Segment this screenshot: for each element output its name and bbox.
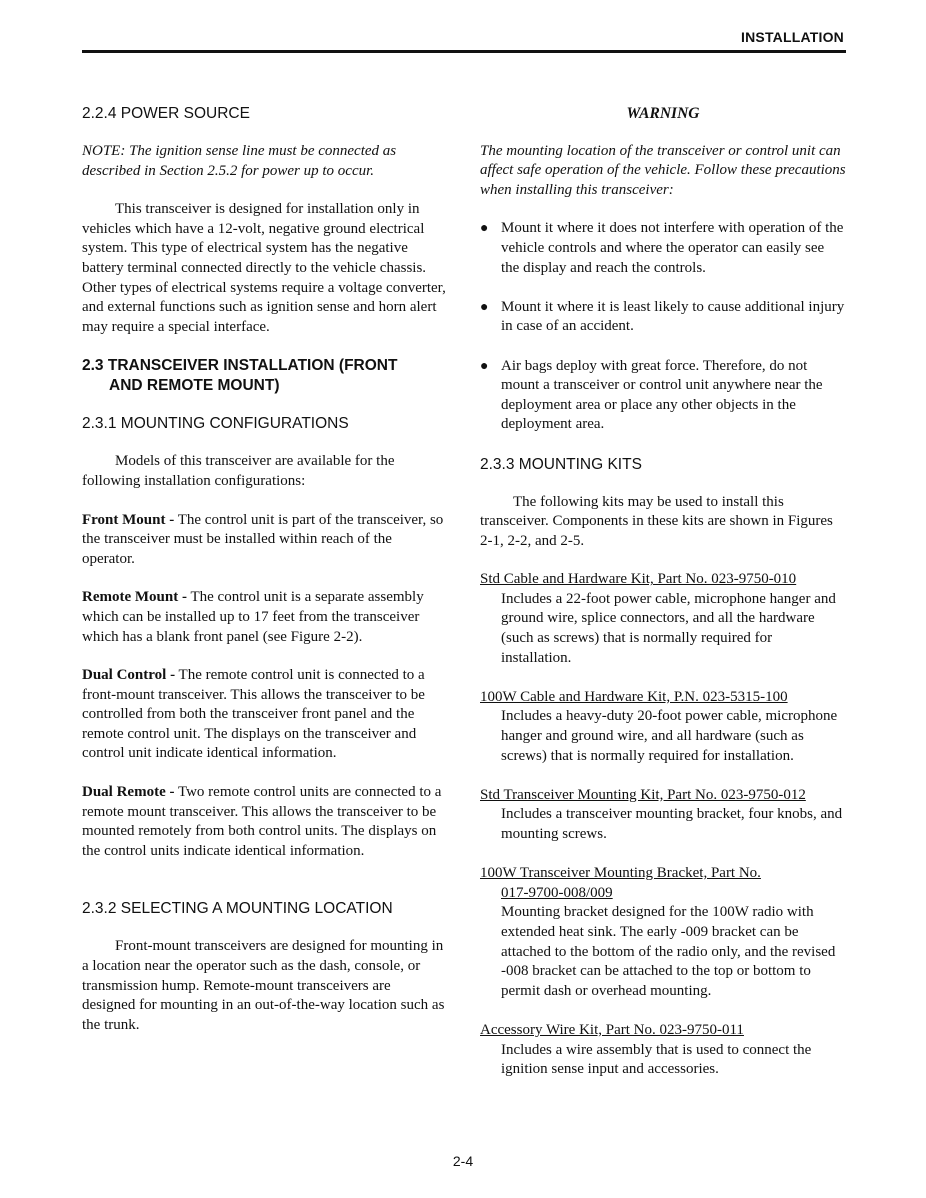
- mounting-kits-heading: 2.3.3 MOUNTING KITS: [480, 455, 642, 473]
- kit-description: Includes a 22-foot power cable, microphone hanger and ground wire, splice connectors, and all the hardware (such as screws) that is normally required for installation.: [501, 590, 836, 666]
- kit-title: 100W Transceiver Mounting Bracket, Part No.: [480, 865, 761, 882]
- mounting-kits-intro: The following kits may be used to install this transceiver. Components in these kits are shown in Figures 2-1, 2-2, and 2-5.: [480, 493, 833, 549]
- right-column: [480, 104, 846, 1099]
- warning-text: The mounting location of the transceiver or control unit can affect safe operation of the vehicle. Follow these precautions when installing this transceiver:: [480, 142, 846, 198]
- page-number: 2-4: [452, 1153, 474, 1169]
- kit-100w-cable: [480, 688, 846, 766]
- list-item: ● Air bags deploy with great force. Therefore, do not mount a transceiver or control unit anywhere near the deployment area or place any other objects in the deployment area.: [480, 357, 823, 433]
- left-column: [82, 104, 446, 1054]
- mounting-configurations-heading: 2.3.1 MOUNTING CONFIGURATIONS: [82, 415, 349, 433]
- mounting-location-heading: 2.3.2 SELECTING A MOUNTING LOCATION: [82, 900, 393, 918]
- front-mount-paragraph: [82, 511, 446, 570]
- list-item: ● Mount it where it is least likely to cause additional injury in case of an accident.: [480, 298, 845, 335]
- kit-std-cable: [480, 570, 846, 668]
- bullet-icon: ●: [480, 221, 489, 237]
- kit-title: 100W Cable and Hardware Kit, P.N. 023-5315-100: [480, 688, 788, 705]
- dual-remote-term: Dual Remote -: [82, 784, 175, 801]
- warning-title: WARNING: [626, 105, 700, 122]
- kit-description: Includes a wire assembly that is used to connect the ignition sense input and accessories.: [501, 1041, 812, 1078]
- kit-title: Accessory Wire Kit, Part No. 023-9750-011: [480, 1021, 744, 1038]
- kit-accessory-wire: [480, 1021, 846, 1080]
- bullet-icon: ●: [480, 299, 489, 315]
- kit-description: Mounting bracket designed for the 100W radio with extended heat sink. The early -009 bracket can be attached to the bottom of the radio only, and the revised -008 bracket can be attached to the top or bottom to permit dash or overhead mounting.: [501, 904, 836, 999]
- bullet-icon: ●: [480, 358, 489, 374]
- remote-mount-text: The control unit is a separate assembly which can be installed up to 17 feet from the transceiver which has a blank front panel (see Figure 2-2).: [82, 589, 424, 645]
- front-mount-term: Front Mount -: [82, 511, 175, 528]
- mounting-location-paragraph: Front-mount transceivers are designed for mounting in a location near the operator such as the dash, console, or transmission hump. Remote-mount transceivers are designed for mounting in an out-of-the-way location such as the trunk.: [82, 938, 445, 1033]
- power-source-heading: 2.2.4 POWER SOURCE: [82, 105, 250, 122]
- remote-mount-term: Remote Mount -: [82, 589, 187, 606]
- ignition-note: NOTE: The ignition sense line must be connected as described in Section 2.5.2 for power up to occur.: [82, 143, 397, 179]
- dual-remote-paragraph: [82, 783, 446, 861]
- front-mount-text: The control unit is part of the transceiver, so the transceiver must be installed within reach of the operator.: [82, 511, 444, 567]
- power-source-paragraph: This transceiver is designed for installation only in vehicles which have a 12-volt, negative ground electrical system. This type of electrical system has the negative battery terminal connected directly to the vehicle chassis. Other types of electrical systems require a voltage converter, and external functions such as ignition sense and horn alert may require a special interface.: [82, 201, 446, 335]
- list-item: ● Mount it where it does not interfere with operation of the vehicle controls and where the operator can easily see the display and reach the controls.: [480, 220, 844, 276]
- dual-control-paragraph: [82, 666, 446, 764]
- header-rule: [82, 50, 846, 53]
- section-heading-line-2: AND REMOTE MOUNT): [109, 377, 280, 395]
- installation-section-heading: [82, 356, 446, 396]
- dual-remote-text: Two remote control units are connected to a remote mount transceiver. This allows the transceiver to be mounted remotely from both control units. The displays on the control units indicate identical information.: [82, 784, 442, 859]
- kit-description: Includes a heavy-duty 20-foot power cable, microphone hanger and ground wire, and all hardware (such as screws) that is normally required for installation.: [501, 708, 838, 764]
- remote-mount-paragraph: [82, 588, 446, 647]
- kit-title: Std Transceiver Mounting Kit, Part No. 023-9750-012: [480, 786, 806, 803]
- section-heading-line-1: 2.3 TRANSCEIVER INSTALLATION (FRONT: [82, 357, 398, 375]
- kit-std-mounting: [480, 786, 846, 845]
- dual-control-text: The remote control unit is connected to a front-mount transceiver. This allows the transceiver to be controlled from both the transceiver front panel and the remote control unit. The displays on the transceiver and control unit indicate identical information.: [82, 667, 425, 762]
- dual-control-term: Dual Control -: [82, 667, 176, 684]
- running-header: INSTALLATION: [741, 29, 844, 45]
- kit-description: Includes a transceiver mounting bracket, four knobs, and mounting screws.: [501, 806, 843, 842]
- kit-title-part-number: 017-9700-008/009: [501, 884, 613, 901]
- configurations-intro: Models of this transceiver are available for the following installation configurations:: [82, 453, 395, 489]
- precautions-list: [480, 219, 846, 435]
- kit-title: Std Cable and Hardware Kit, Part No. 023-9750-010: [480, 571, 797, 588]
- kit-100w-bracket: [480, 864, 846, 1001]
